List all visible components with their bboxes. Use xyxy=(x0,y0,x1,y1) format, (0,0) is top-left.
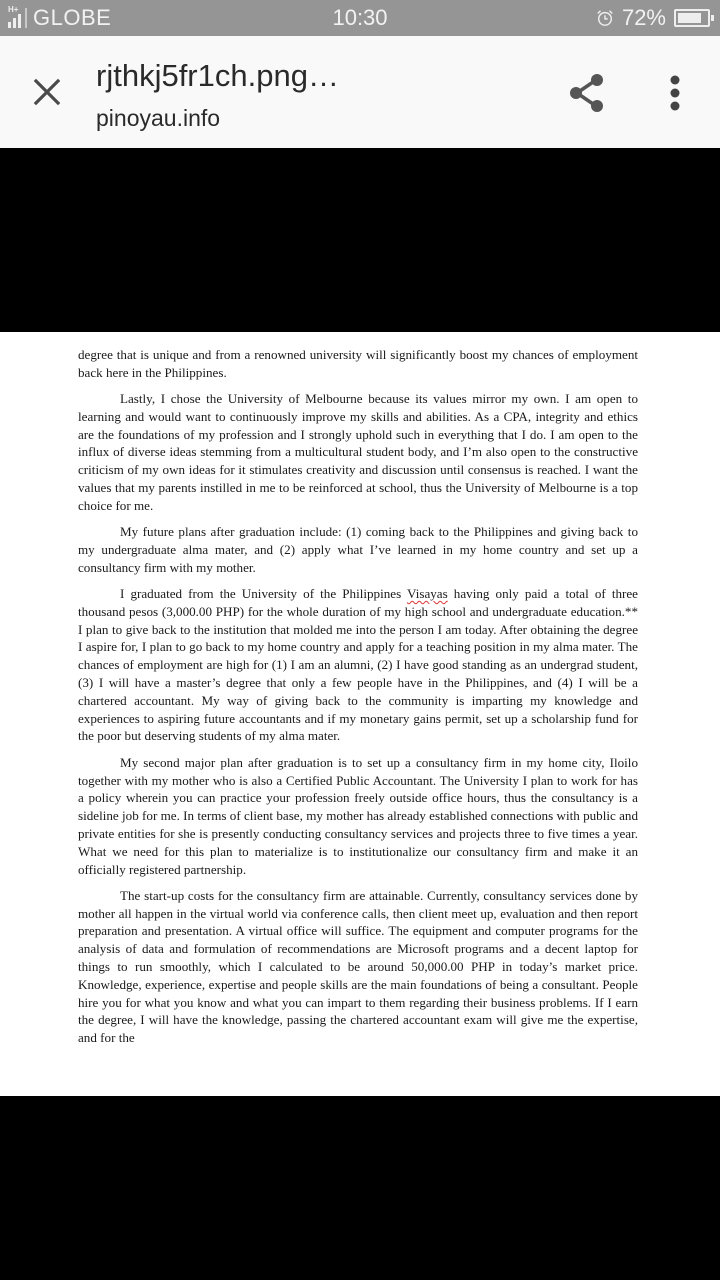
carrier-name: GLOBE xyxy=(33,5,112,30)
page-domain: pinoyau.info xyxy=(96,105,221,131)
paragraph-consultancy-plan: My second major plan after graduation is to set up a consultancy firm in my home city, Iloilo together with my mother who is also a Certified Public Accountant. The University I plan to work for has a policy wherein you can practice your profession freely outside office hours, thus the consultancy is a sideline job for me. In terms of client base, my mother has already established connections with public and private entities for she is presently conducting consultancy services and projects three to five times a year. What we need for this plan to materialize is to institutionalize our consultancy firm and make it an officially registered partnership. xyxy=(78,754,638,877)
close-icon[interactable] xyxy=(28,73,66,111)
document-page xyxy=(0,332,720,1096)
title-block xyxy=(96,56,339,136)
paragraph-values: Lastly, I chose the University of Melbourne because its values mirror my own. I am open to learning and would want to continuously improve my skills and abilities. As a CPA, integrity and ethics are the foundations of my profession and I strongly uphold such in everything that I do. I am open to the influx of diverse ideas stemming from a multicultural student body, and I’m also open to the constructive criticism of my own ideas for it stimulates creativity and discussion until consensus is reached. I want the values that my parents instilled in me to be reinforced at school, thus the University of Melbourne is a top choice for me. xyxy=(78,391,638,513)
status-left xyxy=(0,5,111,31)
status-right xyxy=(596,0,710,36)
network-type: H+ xyxy=(8,5,19,14)
toolbar xyxy=(0,36,720,148)
status-bar xyxy=(0,0,720,36)
paragraph-future-plans: My future plans after graduation include: (1) coming back to the Philippines and giving back to my undergraduate alma mater, and (2) apply what I’ve learned in my home country and set up a consultancy firm with my mother. xyxy=(78,524,638,575)
paragraph-text: I graduated from the University of the Philippines xyxy=(120,586,408,602)
spellcheck-flagged-word: Visayas xyxy=(407,586,448,602)
status-time: 10:30 xyxy=(332,5,388,30)
battery-percent: 72% xyxy=(621,5,666,30)
paragraph-continuation: degree that is unique and from a renowned university will significantly boost my chances of employment back here in the Philippines. xyxy=(78,347,638,380)
paragraph-startup-costs: The start-up costs for the consultancy firm are attainable. Currently, consultancy services done by mother all happen in the virtual world via conference calls, then client meet up, evaluation and then report preparation and presentation. A virtual office will suffice. The equipment and computer programs for the analysis of data and formulation of recommendations are Microsoft programs and a decent laptop for things to run smoothly, which I calculated to be around 50,000.00 PHP in today’s market price. Knowledge, experience, expertise and people skills are the main foundations of being a consultant. People hire you for what you know and what you can impart to them regarding their business problems. If I earn the degree, I will have the knowledge, passing the chartered accountant exam will give me the expertise, and for the xyxy=(78,887,638,1046)
more-vert-icon[interactable] xyxy=(660,72,690,116)
page-title: rjthkj5fr1ch.png… xyxy=(96,58,339,93)
signal-icon xyxy=(8,5,29,28)
paragraph-text: having only paid a total of three thousand pesos (3,000.00 PHP) for the whole duration of my high school and undergraduate education.** I plan to give back to the institution that molded me into the person I am today. After obtaining the degree I aspire for, I plan to go back to my home country and apply for a teaching position in my alma mater. The chances of employment are high for (1) I am an alumni, (2) I have good standing as an undergrad student, (3) I will have a master’s degree that only a few people have in the Philippines, and (4) I will be a chartered accountant. My way of giving back to the community is imparting my knowledge and experiences to aspiring future accountants and if my monetary gains permit, set up a scholarship fund for the poor but deserving students of my alma mater. xyxy=(78,586,638,744)
share-icon[interactable] xyxy=(566,71,610,115)
image-viewer[interactable] xyxy=(0,148,720,1280)
battery-icon xyxy=(674,9,710,27)
alarm-icon xyxy=(596,9,614,27)
paragraph-alma-mater xyxy=(78,585,638,745)
